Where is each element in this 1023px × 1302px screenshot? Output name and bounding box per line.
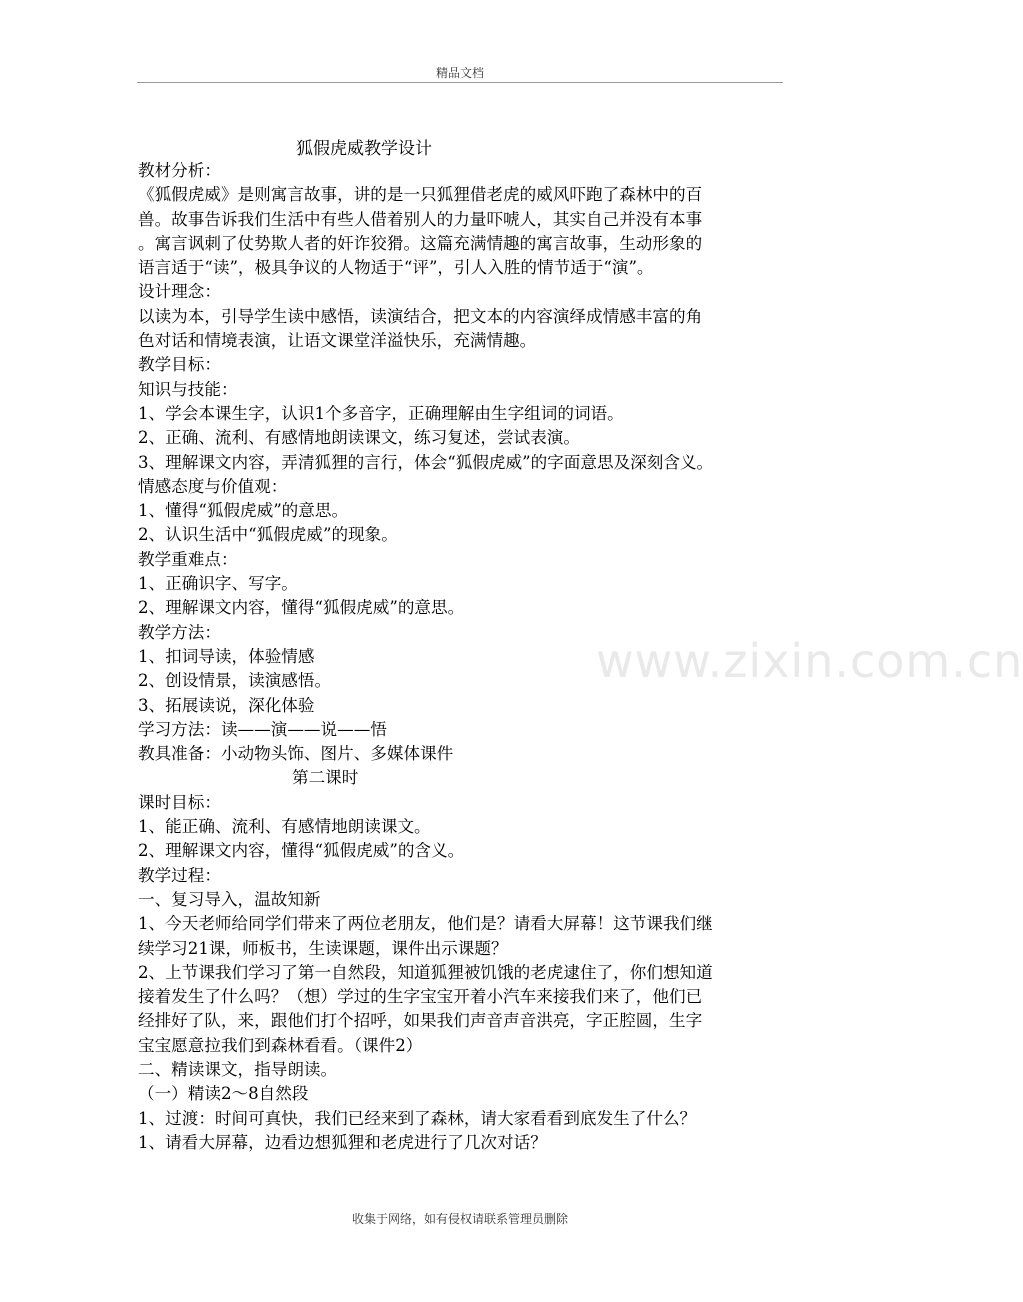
text-line: 知识与技能： bbox=[138, 379, 238, 399]
header-rule bbox=[137, 82, 783, 83]
text-line: 情感态度与价值观： bbox=[138, 476, 288, 496]
watermark: www.zixin.com.cn bbox=[596, 634, 1023, 688]
text-line: 兽。故事告诉我们生活中有些人借着别人的力量吓唬人，其实自己并没有本事 bbox=[138, 209, 703, 229]
text-line: 续学习21课，师板书，生读课题，课件出示课题？ bbox=[138, 938, 508, 958]
text-line: 2、理解课文内容，懂得“狐假虎威”的意思。 bbox=[138, 598, 465, 618]
text-line: 1、懂得“狐假虎威”的意思。 bbox=[138, 501, 349, 521]
text-line: 3、拓展读说，深化体验 bbox=[138, 695, 315, 715]
text-line: 2、上节课我们学习了第一自然段，知道狐狸被饥饿的老虎逮住了，你们想知道 bbox=[138, 962, 713, 982]
text-line: 教材分析： bbox=[138, 161, 221, 180]
section-heading: 第二课时 bbox=[292, 768, 359, 788]
text-line: 。寓言讽刺了仗势欺人者的奸诈狡猾。这篇充满情趣的寓言故事，生动形象的 bbox=[138, 233, 703, 253]
document-body bbox=[138, 159, 778, 1155]
text-line: 教具准备：小动物头饰、图片、多媒体课件 bbox=[138, 744, 454, 764]
text-line: 2、理解课文内容，懂得“狐假虎威”的含义。 bbox=[138, 841, 465, 861]
text-line: 1、今天老师给同学们带来了两位老朋友，他们是？请看大屏幕！这节课我们继 bbox=[138, 914, 713, 934]
text-line: 教学目标： bbox=[138, 355, 221, 375]
text-line: 课时目标： bbox=[138, 792, 221, 812]
text-line: 教学方法： bbox=[138, 622, 221, 642]
text-line: 一、复习导入，温故知新 bbox=[138, 889, 321, 909]
text-line: 1、过渡：时间可真快，我们已经来到了森林，请大家看看到底发生了什么？ bbox=[138, 1108, 697, 1128]
document-title: 狐假虎威教学设计 bbox=[296, 139, 432, 159]
text-line: 2、正确、流利、有感情地朗读课文，练习复述，尝试表演。 bbox=[138, 428, 580, 448]
text-line: 宝宝愿意拉我们到森林看看。（课件2） bbox=[138, 1035, 423, 1055]
page-footer: 收集于网络，如有侵权请联系管理员删除 bbox=[351, 1212, 568, 1226]
text-line: 1、能正确、流利、有感情地朗读课文。 bbox=[138, 817, 431, 837]
text-line: 色对话和情境表演，让语文课堂洋溢快乐，充满情趣。 bbox=[138, 331, 537, 351]
text-line: 1、扣词导读，体验情感 bbox=[138, 646, 315, 666]
text-line: 经排好了队，来，跟他们打个招呼，如果我们声音声音洪亮，字正腔圆，生字 bbox=[138, 1011, 703, 1031]
text-line: 《狐假虎威》是则寓言故事，讲的是一只狐狸借老虎的威风吓跑了森林中的百 bbox=[138, 185, 703, 205]
text-line: 学习方法：读——演——说——悟 bbox=[138, 719, 387, 739]
text-line: 接着发生了什么吗？（想）学过的生字宝宝开着小汽车来接我们来了，他们已 bbox=[138, 987, 703, 1007]
text-line: 二、精读课文，指导朗读。 bbox=[138, 1059, 338, 1079]
text-line: 设计理念： bbox=[138, 282, 221, 302]
text-line: 2、创设情景，读演感悟。 bbox=[138, 671, 332, 691]
text-line: 1、正确识字、写字。 bbox=[138, 574, 298, 594]
text-line: 以读为本，引导学生读中感悟，读演结合，把文本的内容演绎成情感丰富的角 bbox=[138, 306, 703, 326]
text-line: 教学重难点： bbox=[138, 549, 238, 569]
text-line: 1、学会本课生字，认识1个多音字，正确理解由生字组词的词语。 bbox=[138, 403, 624, 423]
text-line: 语言适于“读”，极具争议的人物适于“评”，引人入胜的情节适于“演”。 bbox=[138, 258, 654, 278]
text-line: 教学过程： bbox=[138, 865, 221, 885]
text-line: 2、认识生活中“狐假虎威”的现象。 bbox=[138, 525, 398, 545]
text-line: 1、请看大屏幕，边看边想狐狸和老虎进行了几次对话？ bbox=[138, 1132, 547, 1152]
page-header: 精品文档 bbox=[435, 66, 484, 80]
text-line: （一）精读2～8自然段 bbox=[138, 1084, 309, 1104]
text-line: 3、理解课文内容，弄清狐狸的言行，体会“狐假虎威”的字面意思及深刻含义。 bbox=[138, 452, 714, 472]
